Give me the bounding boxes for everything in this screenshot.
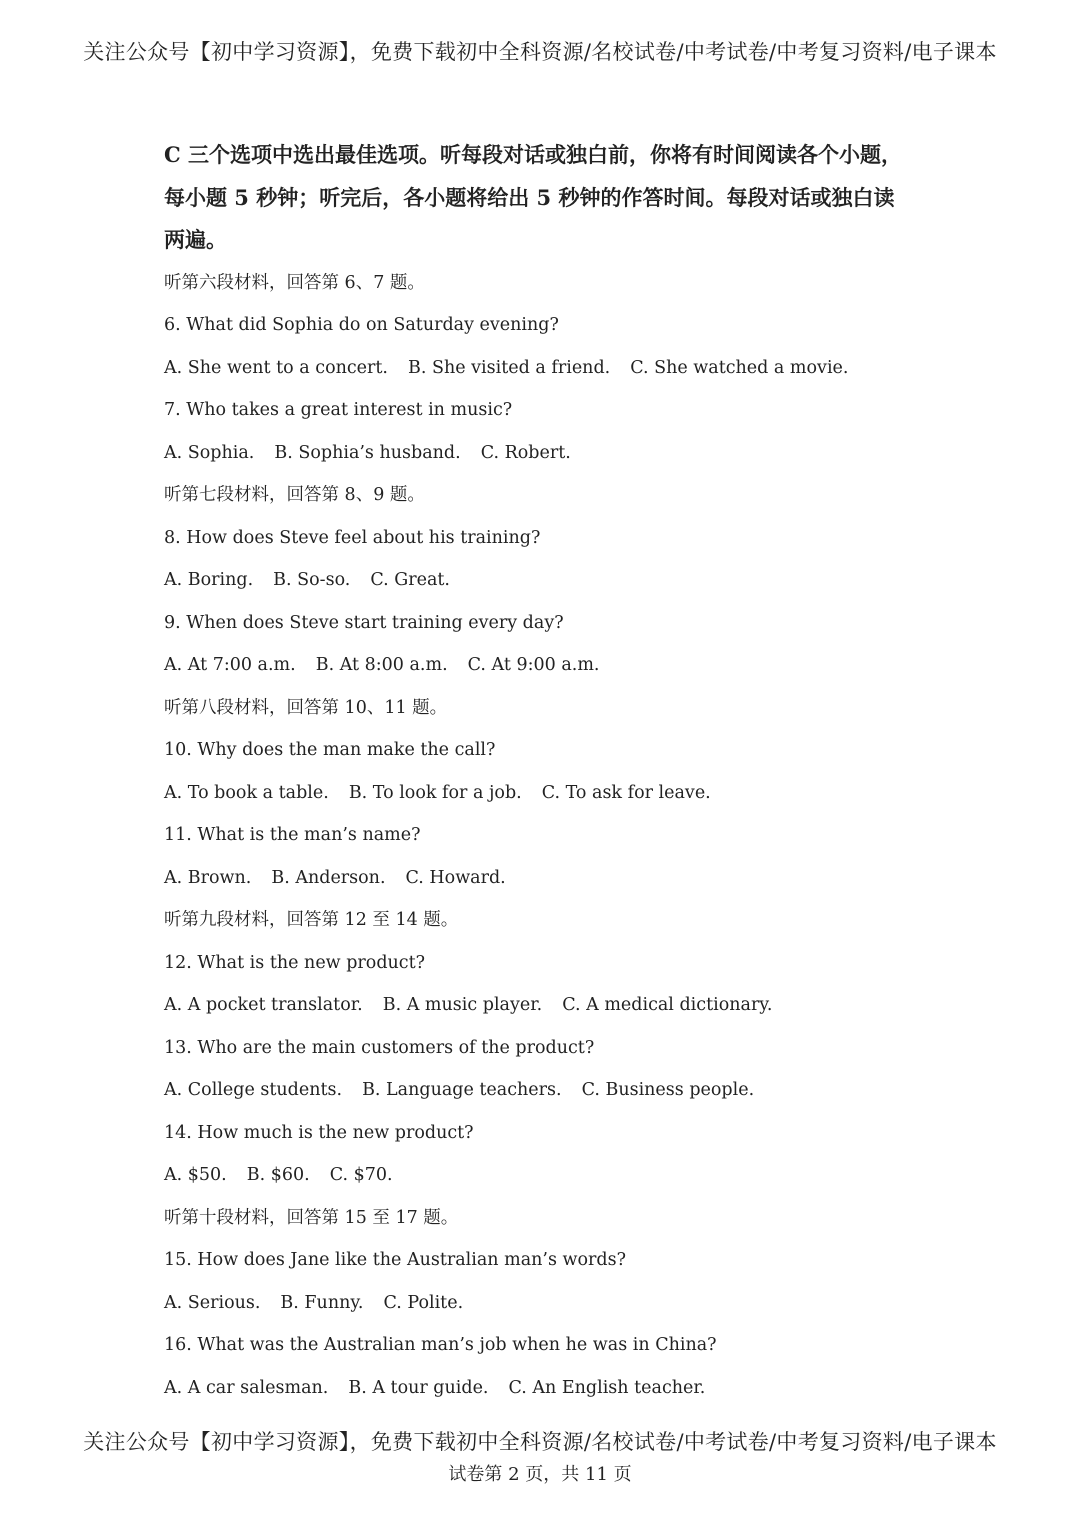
- question-list: [164, 262, 964, 1410]
- answer-option: A. $50.: [164, 1165, 227, 1185]
- answer-option: A. Serious.: [164, 1292, 261, 1313]
- answer-options: [164, 347, 964, 390]
- question-text: 12. What is the new product?: [164, 952, 426, 973]
- answer-option: B. Anderson.: [271, 867, 386, 888]
- answer-option: B. So-so.: [273, 570, 351, 590]
- answer-option: B. Language teachers.: [362, 1080, 562, 1100]
- answer-options: [164, 1069, 964, 1112]
- answer-option: B. $60.: [246, 1165, 310, 1185]
- question-text: 15. How does Jane like the Australian man’s words?: [164, 1250, 626, 1270]
- question-text: 16. What was the Australian man’s job when he was in China?: [164, 1335, 717, 1355]
- answer-option: B. A music player.: [382, 995, 543, 1015]
- section-label: 听第九段材料，回答第 12 至 14 题。: [164, 910, 459, 930]
- answer-options: [164, 1367, 964, 1410]
- answer-options: [164, 1154, 964, 1197]
- answer-option: A. Boring.: [164, 570, 254, 590]
- answer-option: B. Sophia’s husband.: [274, 442, 461, 463]
- answer-option: C. She watched a movie.: [630, 357, 849, 378]
- answer-option: B. Funny.: [280, 1292, 364, 1313]
- question-text: 9. When does Steve start training every day?: [164, 612, 564, 633]
- question-text: 8. How does Steve feel about his training?: [164, 527, 541, 548]
- footer-banner: 关注公众号【初中学习资源】，免费下载初中全科资源/名校试卷/中考试卷/中考复习资料/电子课本: [83, 1430, 997, 1454]
- section-label: 听第八段材料，回答第 10、11 题。: [164, 697, 448, 718]
- instruction-line: 两遍。: [164, 227, 227, 252]
- question-text: 10. Why does the man make the call?: [164, 740, 496, 760]
- answer-options: [164, 644, 964, 687]
- answer-option: C. $70.: [329, 1165, 393, 1185]
- section-label: 听第十段材料，回答第 15 至 17 题。: [164, 1207, 459, 1228]
- answer-option: B. She visited a friend.: [408, 357, 611, 378]
- question-text: 7. Who takes a great interest in music?: [164, 400, 513, 420]
- answer-option: C. To ask for leave.: [541, 782, 711, 803]
- answer-options: [164, 1282, 964, 1325]
- answer-option: C. A medical dictionary.: [562, 995, 773, 1015]
- question-text: 14. How much is the new product?: [164, 1122, 474, 1143]
- header-banner: 关注公众号【初中学习资源】，免费下载初中全科资源/名校试卷/中考试卷/中考复习资料/电子课本: [83, 40, 997, 64]
- answer-options: [164, 559, 964, 602]
- answer-options: [164, 772, 964, 815]
- answer-option: C. Polite.: [383, 1292, 464, 1313]
- section-instructions: [164, 134, 964, 262]
- instruction-line: 每小题 5 秒钟；听完后，各小题将给出 5 秒钟的作答时间。每段对话或独白读: [164, 184, 895, 210]
- exam-content: [164, 134, 964, 1409]
- answer-option: A. A car salesman.: [164, 1377, 329, 1398]
- answer-option: C. Howard.: [405, 867, 506, 888]
- answer-option: C. At 9:00 a.m.: [467, 655, 600, 675]
- answer-option: B. At 8:00 a.m.: [315, 655, 448, 675]
- answer-option: A. College students.: [164, 1080, 343, 1100]
- instruction-line: C 三个选项中选出最佳选项。听每段对话或独白前，你将有时间阅读各个小题，: [164, 142, 903, 167]
- answer-option: A. She went to a concert.: [164, 357, 388, 378]
- answer-option: A. Sophia.: [164, 442, 255, 463]
- answer-options: [164, 857, 964, 900]
- answer-option: B. To look for a job.: [348, 782, 522, 803]
- answer-option: A. A pocket translator.: [164, 995, 363, 1015]
- answer-option: C. Great.: [370, 570, 450, 590]
- answer-options: [164, 432, 964, 475]
- question-text: 11. What is the man’s name?: [164, 825, 421, 845]
- answer-options: [164, 984, 964, 1027]
- section-label: 听第六段材料，回答第 6、7 题。: [164, 272, 425, 293]
- answer-option: C. Robert.: [480, 442, 571, 463]
- section-label: 听第七段材料，回答第 8、9 题。: [164, 485, 425, 505]
- answer-option: A. To book a table.: [164, 782, 329, 803]
- page-number: 试卷第 2 页，共 11 页: [448, 1464, 632, 1485]
- answer-option: C. An English teacher.: [508, 1377, 706, 1398]
- answer-option: B. A tour guide.: [348, 1377, 489, 1398]
- question-text: 13. Who are the main customers of the product?: [164, 1037, 595, 1058]
- answer-option: A. At 7:00 a.m.: [164, 655, 296, 675]
- question-text: 6. What did Sophia do on Saturday evening?: [164, 315, 559, 335]
- answer-option: C. Business people.: [581, 1080, 755, 1100]
- answer-option: A. Brown.: [164, 867, 252, 888]
